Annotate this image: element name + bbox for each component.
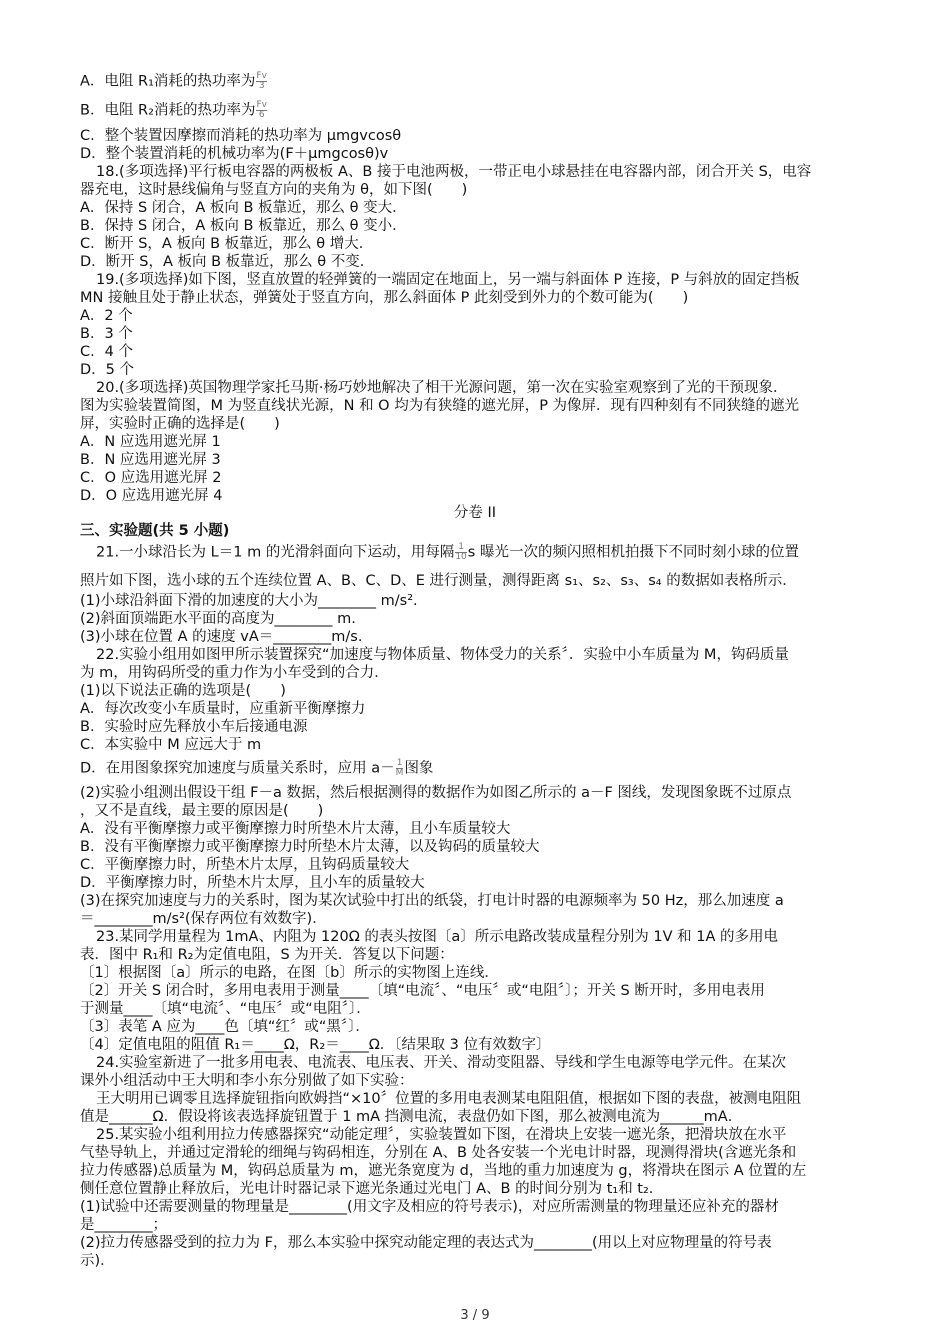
q22-option: B．没有平衡摩擦力或平衡摩擦力时所垫木片太薄，以及钩码的质量较大 [80, 839, 540, 855]
q23-stem: 23.某同学用量程为 1mA、内阻为 120Ω 的表头按图〔a〕所示电路改装成量程分别为 1V 和 1A 的多用电 [96, 929, 779, 945]
q22-stem: 22.实验小组用如图甲所示装置探究“加速度与物体质量、物体受力的关系〞．实验中小车质量为 M，钩码质量 [96, 647, 789, 663]
fraction: $\frac{Fv}{6}$ [256, 100, 267, 120]
q20-stem: 图为实验装置简图，M 为竖直线状光源，N 和 O 均为有狭缝的遮光屏，P 为像屏．现有四种刻有不同狭缝的遮光 [80, 398, 800, 414]
q23-sub: 〔3〕表笔 A 应为____色〔填“红〞或“黑〞〕． [80, 1019, 370, 1035]
q19-stem: MN 接触且处于静止状态，弹簧处于竖直方向，那么斜面体 P 此刻受到外力的个数可能为( ) [80, 290, 689, 306]
q23-sub: 〔1〕根据图〔a〕所示的电路，在图〔b〕所示的实物图上连线． [80, 965, 499, 981]
q22-sub: ，又不是直线，最主要的原因是( ) [80, 803, 324, 819]
q18-stem: 器充电，这时悬线偏角与竖直方向的夹角为 θ，如下图( ) [80, 182, 468, 198]
q19-option: B．3 个 [80, 326, 133, 342]
q25-stem: 25.某实验小组利用拉力传感器探究“动能定理〞，实验装置如下图，在滑块上安装一遮光条，把滑块放在水平 [96, 1127, 787, 1143]
q22-sub: ＝________m/s²(保存两位有效数字)． [80, 911, 327, 927]
q22-option: B．实验时应先释放小车后接通电源 [80, 719, 308, 735]
q21-sub: (2)斜面顶端距水平面的高度为________ m. [80, 611, 356, 627]
q19-stem: 19.(多项选择)如下图，竖直放置的轻弹簧的一端固定在地面上，另一端与斜面体 P 连接，P 与斜放的固定挡板 [96, 272, 800, 288]
q24-body: 王大明用已调零且选择旋钮指向欧姆挡“×10〞位置的多用电表测某电阻阻值，根据如下图的表盘，被测电阻阻 [96, 1091, 802, 1107]
section-title: 分卷 II [453, 505, 497, 521]
q18-option: D．断开 S，A 板向 B 板靠近，那么 θ 不变． [80, 254, 375, 270]
q25-stem: 拉力传感器)总质量为 M，钩码总质量为 m，遮光条宽度为 d，当地的重力加速度为 g，将滑块在图示 A 位置的左 [80, 1163, 807, 1179]
q22-option: D．平衡摩擦力时，所垫木片太厚，且小车的质量较大 [80, 875, 425, 891]
q18-option: A．保持 S 闭合，A 板向 B 板靠近，那么 θ 变大． [80, 200, 407, 216]
q20-option: A．N 应选用遮光屏 1 [80, 434, 221, 450]
q24-stem: 课外小组活动中王大明和李小东分别做了如下实验： [80, 1073, 414, 1089]
q21-sub: (1)小球沿斜面下滑的加速度的大小为________ m/s². [80, 593, 418, 609]
q25-stem: 侧任意位置静止释放后，光电计时器记录下遮光条通过光电门 A、B 的时间分别为 t₁和 t₂. [80, 1181, 654, 1197]
q17-option-c: C．整个装置因摩擦而消耗的热功率为 μmgvcosθ [80, 128, 402, 144]
fraction: $\frac{1}{10}$ [455, 542, 467, 562]
page-number: 3 / 9 [460, 1308, 490, 1323]
q19-option: D．5 个 [80, 362, 134, 378]
q24-body: 值是______Ω．假设将该表选择旋钮置于 1 mA 挡测电流，表盘仍如下图，那么被测电流为______mA． [80, 1109, 743, 1125]
q21-stem: 21.一小球沿长为 L＝1 m 的光滑斜面向下运动，用每隔 $\frac{1}{10}$ s 曝光一次的频闪照相机拍摄下不同时刻小球的位置 [96, 542, 799, 562]
q23-stem: 表．图中 R₁和 R₂为定值电阻，S 为开关．答复以下问题： [80, 947, 454, 963]
q22-option: C．本实验中 M 应远大于 m [80, 737, 262, 753]
q21-stem: 照片如下图，选小球的五个连续位置 A、B、C、D、E 进行测量，测得距离 s₁、s₂、s₃、s₄ 的数据如表格所示． [80, 573, 797, 589]
q21-sub: (3)小球在位置 A 的速度 vA＝________m/s. [80, 629, 363, 645]
fraction: $\frac{Fv}{3}$ [256, 71, 267, 91]
q20-stem: 屏，实验时正确的选择是( ) [80, 416, 280, 432]
q25-stem: 气垫导轨上，并通过定滑轮的细绳与钩码相连，分别在 A、B 处各安装一个光电计时器，现测得滑块(含遮光条和 [80, 1145, 797, 1161]
q22-option: A．每次改变小车质量时，应重新平衡摩擦力 [80, 701, 366, 717]
q19-option: C．4 个 [80, 344, 133, 360]
q17-option-d: D．整个装置消耗的机械功率为(F＋μmgcosθ)v [80, 146, 389, 162]
q22-sub: (1)以下说法正确的选项是( ) [80, 683, 286, 699]
q20-stem: 20.(多项选择)英国物理学家托马斯·杨巧妙地解决了相干光源问题，第一次在实验室观察到了光的干预现象． [96, 380, 788, 396]
q25-sub: (1)试验中还需要测量的物理量是________(用文字及相应的符号表示)，对应所需测量的物理量还应补充的器材 [80, 1199, 779, 1215]
fraction: $\frac{1}{M}$ [395, 758, 404, 778]
q19-option: A．2 个 [80, 308, 133, 324]
q22-option: A．没有平衡摩擦力或平衡摩擦力时所垫木片太薄，且小车质量较大 [80, 821, 511, 837]
q24-stem: 24.实验室新进了一批多用电表、电流表、电压表、开关、滑动变阻器、导线和学生电源等电学元件。在某次 [96, 1055, 787, 1071]
q22-sub: (2)实验小组测出假设干组 F－a 数据，然后根据测得的数据作为如图乙所示的 a－F 图线，发现图象既不过原点 [80, 785, 792, 801]
q22-stem: 为 m，用钩码所受的重力作为小车受到的合力． [80, 665, 389, 681]
q18-stem: 18.(多项选择)平行板电容器的两极板 A、B 接于电池两极，一带正电小球悬挂在电容器内部，闭合开关 S，电容 [96, 164, 812, 180]
q23-sub: 于测量____〔填“电流〞、“电压〞或“电阻〞〕． [80, 1001, 371, 1017]
q25-sub: 示)． [80, 1253, 115, 1269]
q25-sub: 是________； [80, 1217, 167, 1233]
q17-option-a: A．电阻 R₁消耗的热功率为 $\frac{Fv}{3}$ [80, 71, 267, 91]
q18-option: B．保持 S 闭合，A 板向 B 板靠近，那么 θ 变小． [80, 218, 407, 234]
q22-option: C．平衡摩擦力时，所垫木片太厚，且钩码质量较大 [80, 857, 410, 873]
q18-option: C．断开 S，A 板向 B 板靠近，那么 θ 增大． [80, 236, 374, 252]
q20-option: B．N 应选用遮光屏 3 [80, 452, 221, 468]
q22-option: D．在用图象探究加速度与质量关系时，应用 a－ $\frac{1}{M}$ 图象 [80, 758, 434, 778]
q20-option: D．O 应选用遮光屏 4 [80, 488, 223, 504]
q25-sub: (2)拉力传感器受到的拉力为 F，那么本实验中探究动能定理的表达式为________(用以上对应物理量的符号表 [80, 1235, 772, 1251]
section-heading: 三、实验题(共 5 小题) [80, 523, 230, 539]
q20-option: C．O 应选用遮光屏 2 [80, 470, 222, 486]
q23-sub: 〔4〕定值电阻的阻值 R₁＝____Ω，R₂＝____Ω．〔结果取 3 位有效数字〕 [80, 1037, 551, 1053]
q17-option-b: B．电阻 R₂消耗的热功率为 $\frac{Fv}{6}$ [80, 100, 267, 120]
q23-sub: 〔2〕开关 S 闭合时，多用电表用于测量____〔填“电流〞、“电压〞或“电阻〞〕；开关 S 断开时，多用电表用 [80, 983, 765, 999]
q22-sub: (3)在探究加速度与力的关系时，图为某次试验中打出的纸袋，打电计时器的电源频率为 50 Hz，那么加速度 a [80, 893, 784, 909]
